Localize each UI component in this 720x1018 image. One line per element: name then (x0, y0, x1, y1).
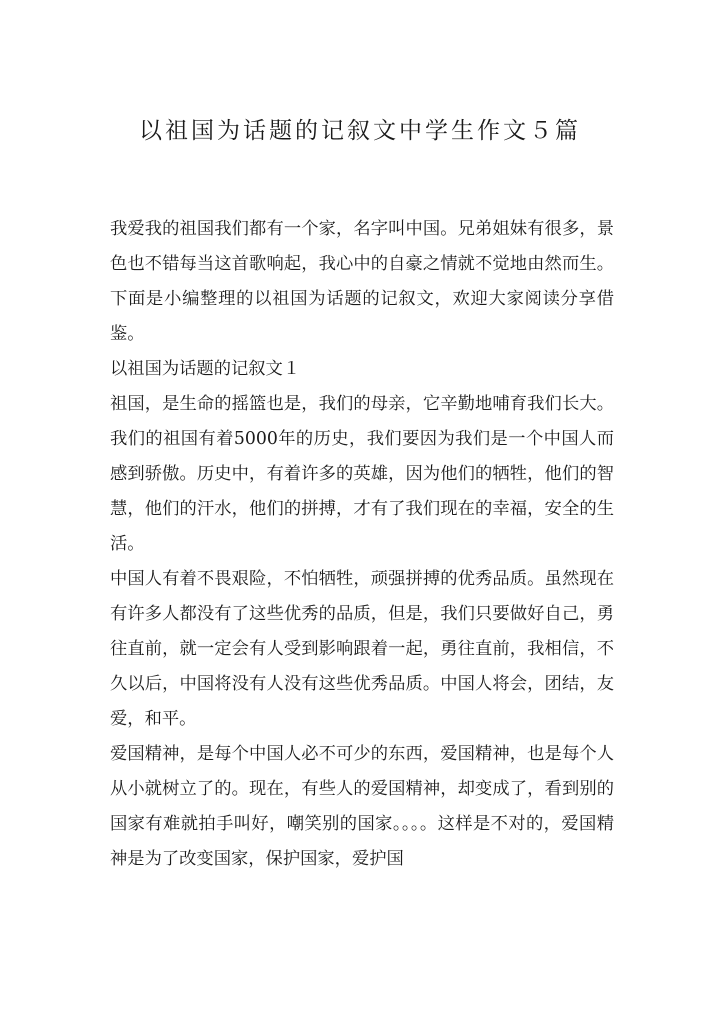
body-paragraph: 祖国，是生命的摇篮也是，我们的母亲，它辛勤地哺育我们长大。我们的祖国有着5000年的历史，我们要因为我们是一个中国人而感到骄傲。历史中，有着许多的英雄，因为他们的牺牲，他们的智慧，他们的汗水，他们的拼搏，才有了我们现在的幸福，安全的生活。 (110, 394, 614, 554)
section-heading: 以祖国为话题的记叙文１ (110, 359, 301, 379)
body-paragraph: 爱国精神，是每个中国人必不可少的东西，爱国精神，也是每个人从小就树立了的。现在，有些人的爱国精神，却变成了，看到别的国家有难就拍手叫好，嘲笑别的国家。。。。这样是不对的，爱国精神是为了改变国家，保护国家，爱护国 (110, 744, 614, 869)
intro-paragraph: 我爱我的祖国我们都有一个家，名字叫中国。兄弟姐妹有很多，景色也不错每当这首歌响起，我心中的自豪之情就不觉地由然而生。下面是小编整理的以祖国为话题的记叙文，欢迎大家阅读分享借鉴。 (110, 219, 614, 344)
body-paragraph: 中国人有着不畏艰险，不怕牺牲，顽强拼搏的优秀品质。虽然现在有许多人都没有了这些优秀的品质，但是，我们只要做好自己，勇往直前，就一定会有人受到影响跟着一起，勇往直前，我相信，不久以后，中国将没有人没有这些优秀品质。中国人将会，团结，友爱，和平。 (110, 569, 614, 729)
document-title: 以祖国为话题的记叙文中学生作文５篇 (139, 118, 581, 144)
document-body (110, 212, 614, 877)
